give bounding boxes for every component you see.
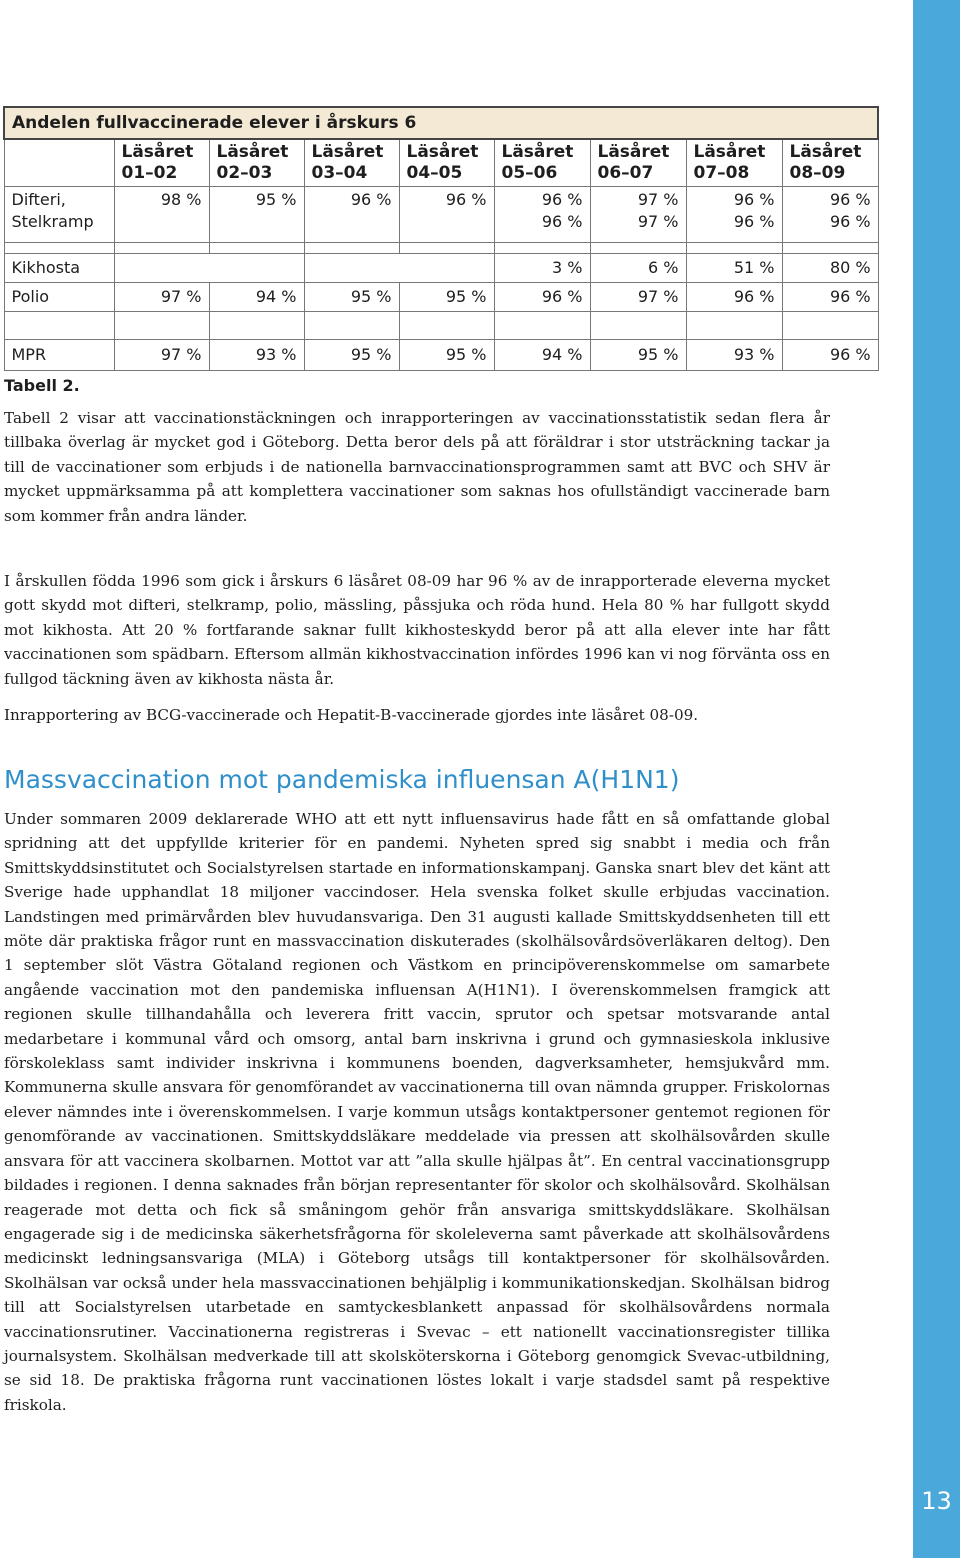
header-0405: Läsåret 04–05: [399, 139, 494, 187]
table-header-row: [4, 139, 878, 187]
paragraph-bcg-hepatit: Inrapportering av BCG-vaccinerade och Hepatit-B-vaccinerade gjordes inte läsåret 08-09.: [4, 706, 699, 724]
header-0304: Läsåret 03–04: [304, 139, 399, 187]
header-0506: Läsåret 05–06: [494, 139, 590, 187]
table-cell: 80 %: [782, 254, 878, 283]
table-cell: 96 % 96 %: [686, 187, 782, 243]
table-cell: 98 %: [114, 187, 209, 243]
table-cell: 97 %: [114, 340, 209, 371]
paragraph-table-summary: Tabell 2 visar att vaccinationstäckningen och inrapporteringen av vaccinationsstatistik sedan flera år tillbaka överlag är mycket god i Göteborg. Detta beror dels på att föräldrar i stor utsträckning tackar ja till de vaccinationer som erbjuds i de nationella barnvaccinationsprogrammen samt att BVC och SHV är mycket uppmärksamma på att komplettera vaccinationer som saknas hos ofullständigt vaccinerade barn som kommer från andra länder.: [4, 409, 830, 525]
table-cell-empty: [114, 254, 304, 283]
table-cell: 6 %: [590, 254, 686, 283]
table-cell: 96 %: [782, 283, 878, 312]
row-label: Polio: [4, 283, 114, 312]
header-corner: [4, 139, 114, 187]
table-cell: 51 %: [686, 254, 782, 283]
table-caption: Tabell 2.: [4, 376, 80, 395]
page-edge-bar: [913, 0, 960, 1558]
table-cell: 93 %: [686, 340, 782, 371]
page-number: 13: [921, 1487, 952, 1515]
table-cell: 95 %: [304, 283, 399, 312]
table-cell: 96 %: [686, 283, 782, 312]
table-cell: 94 %: [209, 283, 304, 312]
vaccination-table: [3, 106, 879, 371]
table-cell: 96 %: [399, 187, 494, 243]
table-cell: 96 % 96 %: [494, 187, 590, 243]
row-label: Difteri, Stelkramp: [4, 187, 114, 243]
table-cell: 97 %: [114, 283, 209, 312]
table-spacer: [4, 243, 878, 254]
table-cell: 96 %: [494, 283, 590, 312]
table-cell: 95 %: [399, 340, 494, 371]
paragraph-cohort-1996: I årskullen födda 1996 som gick i årskurs 6 läsåret 08-09 har 96 % av de inrapporterade eleverna mycket gott skydd mot difteri, stelkramp, polio, mässling, påssjuka och röda hund. Hela 80 % har fullgott skydd mot kikhosta. Att 20 % fortfarande saknar fullt kikhosteskydd beror på att alla elever inte har fått vaccinationen som spädbarn. Eftersom allmän kikhostvaccination infördes 1996 kan vi nog förvänta oss en fullgod täckning även av kikhosta nästa år.: [4, 572, 830, 688]
table-row-empty: [4, 312, 878, 340]
table-row-polio: [4, 283, 878, 312]
section-heading: Massvaccination mot pandemiska influensan A(H1N1): [4, 765, 680, 794]
header-0607: Läsåret 06–07: [590, 139, 686, 187]
table-cell: 96 %: [304, 187, 399, 243]
row-label: Kikhosta: [4, 254, 114, 283]
header-0203: Läsåret 02–03: [209, 139, 304, 187]
header-0708: Läsåret 07–08: [686, 139, 782, 187]
table-cell: 95 %: [209, 187, 304, 243]
table-cell: 96 % 96 %: [782, 187, 878, 243]
table-cell: 95 %: [590, 340, 686, 371]
table-cell: 94 %: [494, 340, 590, 371]
row-label: MPR: [4, 340, 114, 371]
table-cell: 93 %: [209, 340, 304, 371]
table-cell: 95 %: [304, 340, 399, 371]
table-cell-empty: [304, 254, 494, 283]
header-0102: Läsåret 01–02: [114, 139, 209, 187]
table-cell: 95 %: [399, 283, 494, 312]
table-cell: 96 %: [782, 340, 878, 371]
table-cell: 3 %: [494, 254, 590, 283]
table-row-difteri: [4, 187, 878, 243]
table-row-kikhosta: [4, 254, 878, 283]
header-0809: Läsåret 08–09: [782, 139, 878, 187]
table-title: Andelen fullvaccinerade elever i årskurs 6: [4, 107, 878, 139]
table-cell: 97 % 97 %: [590, 187, 686, 243]
table-row-mpr: [4, 340, 878, 371]
table-cell: 97 %: [590, 283, 686, 312]
paragraph-massvaccination: Under sommaren 2009 deklarerade WHO att ett nytt influensavirus hade fått en så omfattande global spridning att det uppfyllde kriterier för en pandemi. Nyheten spred sig snabbt i media och från Smittskyddsinstitutet och Socialstyrelsen startade en informationskampanj. Ganska snart blev det känt att Sverige hade upphandlat 18 miljoner vaccindoser. Hela svenska folket skulle erbjudas vaccination. Landstingen med primärvården blev huvudansvariga. Den 31 augusti kallade Smittskyddsenheten till ett möte där praktiska frågor runt en massvaccination diskuterades (skolhälsovårdsöverläkaren deltog). Den 1 september slöt Västra Götaland regionen och Västkom en principöverenskommelse om samarbete angående vaccination mot den pandemiska influensan A(H1N1). I överenskommelsen framgick att regionen skulle tillhandahålla och leverera fritt vaccin, sprutor och spetsar motsvarande antal medarbetare i kommunal vård och omsorg, antal barn inskrivna i grund och gymnasieskola inklusive förskoleklass samt individer inskrivna i kommunens boenden, dagverksamheter, hemsjukvård mm. Kommunerna skulle ansvara för genomförandet av vaccinationerna till ovan nämnda grupper. Friskolornas elever nämndes inte i överenskommelsen. I varje kommun utsågs kontaktpersoner gentemot regionen för genomförande av vaccinationen. Smittskyddsläkare meddelade via pressen att skolhälsovården skulle ansvara för att vaccinera skolbarnen. Mottot var att ”alla skulle hjälpas åt”. En central vaccinationsgrupp bildades i regionen. I denna saknades från början representanter för skolor och skolhälsovård. Skolhälsan reagerade mot detta och fick så småningom gehör från ansvariga smittskyddsläkare. Skolhälsan engagerade sig i de medicinska säkerhetsfrågorna för skoleleverna samt påverkade att skolhälsovårdens medicinskt ledningsansvariga (MLA) i Göteborg utsågs till kontaktpersoner för skolhälsovården. Skolhälsan var också under hela massvaccinationen behjälplig i kommunikationskedjan. Skolhälsan bidrog till att Socialstyrelsen utarbetade en samtyckesblankett anpassad för skolhälsovårdens normala vaccinationsrutiner. Vaccinationerna registreras i Svevac – ett nationellt vaccinationsregister tillika journalsystem. Skolhälsan medverkade till att skolsköterskorna i Göteborg genomgick Svevac-utbildning, se sid 18. De praktiska frågorna runt vaccinationen löstes lokalt i varje stadsdel samt på respektive friskola.: [4, 810, 830, 1414]
